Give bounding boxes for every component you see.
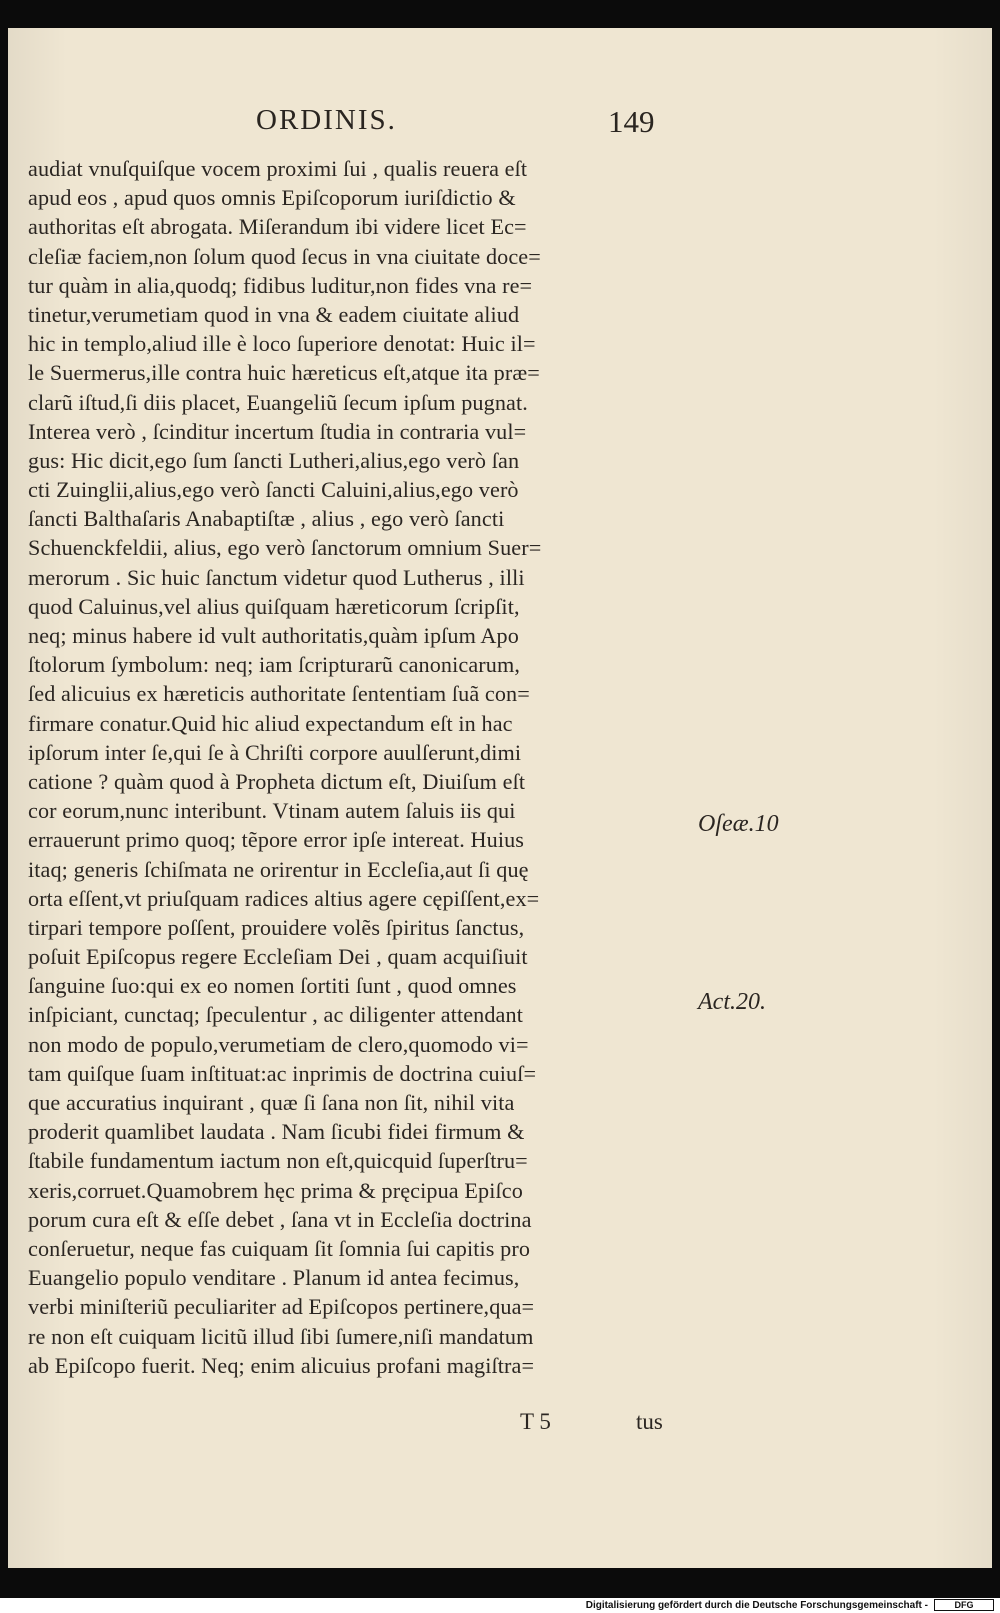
running-title: ORDINIS. [256, 104, 397, 136]
text-line: tam quiſque ſuam inſtituat:ac inprimis de doctrina cuiuſ= [28, 1060, 537, 1086]
page-number: 149 [608, 104, 655, 139]
text-line: inſpiciant, cunctaq; ſpeculentur , ac diligenter attendant [28, 1002, 523, 1028]
text-line: non modo de populo,verumetiam de clero,quomodo vi= [28, 1031, 529, 1057]
text-line: proderit quamlibet laudata . Nam ſicubi fidei firmum & [28, 1119, 525, 1145]
text-line: xeris,corruet.Quamobrem hęc prima & pręcipua Epiſco [28, 1177, 523, 1203]
text-line: Interea verò , ſcinditur incertum ſtudia in contraria vul= [28, 418, 527, 444]
text-line: ipſorum inter ſe,qui ſe à Chriſti corpore auulſerunt,dimi [28, 739, 522, 765]
text-line: poſuit Epiſcopus regere Eccleſiam Dei , quam acquiſiuit [28, 944, 528, 970]
text-line: ſtabile fundamentum iactum non eſt,quicquid ſuperſtru= [28, 1148, 528, 1174]
text-line: tur quàm in alia,quodq; fidibus luditur,non fides vna re= [28, 272, 533, 298]
text-line: ſed alicuius ex hæreticis authoritate ſententiam ſuã con= [28, 681, 530, 707]
body-text [28, 154, 690, 1380]
text-line: catione ? quàm quod à Propheta dictum eſt, Diuiſum eſt [28, 768, 526, 794]
text-line: ſtolorum ſymbolum: neq; iam ſcripturarũ canonicarum, [28, 652, 520, 678]
page-foot [8, 1409, 992, 1439]
text-line: Euangelio populo venditare . Planum id antea fecimus, [28, 1265, 520, 1291]
text-line: cti Zuinglii,alius,ego verò ſancti Caluini,alius,ego verò [28, 477, 519, 503]
funding-notice: Digitalisierung gefördert durch die Deutsche Forschungsgemeinschaft - [585, 1600, 928, 1611]
text-line: quod Caluinus,vel alius quiſquam hæreticorum ſcripſit, [28, 593, 520, 619]
catchword: tus [636, 1409, 663, 1434]
text-line: Schuenckfeldii, alius, ego verò ſanctorum omnium Suer= [28, 535, 542, 561]
text-line: conſeruetur, neque fas cuiquam ſit ſomnia ſui capitis pro [28, 1235, 531, 1261]
text-line: que accuratius inquirant , quæ ſi ſana non ſit, nihil vita [28, 1090, 515, 1115]
text-line: gus: Hic dicit,ego ſum ſancti Lutheri,alius,ego verò ſan [28, 447, 520, 473]
text-line: merorum . Sic huic ſanctum videtur quod Lutherus , illi [28, 564, 525, 590]
text-line: authoritas eſt abrogata. Miſerandum ibi videre licet Ec= [28, 214, 527, 240]
text-line: errauerunt primo quoq; tẽpore error ipſe intereat. Huius [28, 827, 525, 853]
text-line: apud eos , apud quos omnis Epiſcoporum iuriſdictio & [28, 185, 516, 211]
text-line: neq; minus habere id vult authoritatis,quàm ipſum Apo [28, 623, 519, 648]
text-line: cor eorum,nunc interibunt. Vtinam autem ſaluis iis qui [28, 798, 516, 824]
text-line: tirpari tempore poſſent, prouidere volẽs ſpiritus ſanctus, [28, 914, 525, 940]
text-line: firmare conatur.Quid hic aliud expectandum eſt in hac [28, 710, 513, 736]
text-line: audiat vnuſquiſque vocem proximi ſui , qualis reuera eſt [28, 156, 528, 181]
digitization-footer [0, 1598, 1000, 1613]
text-line: porum cura eſt & eſſe debet , ſana vt in Eccleſia doctrina [28, 1206, 532, 1232]
text-line: itaq; generis ſchiſmata ne orirentur in Eccleſia,aut ſi quę [28, 856, 529, 882]
text-line: verbi miniſteriũ peculiariter ad Epiſcopos pertinere,qua= [28, 1294, 535, 1320]
text-line: ſanguine ſuo:qui ex eo nomen ſortiti ſunt , quod omnes [28, 973, 517, 999]
text-line: hic in templo,aliud ille è loco ſuperiore denotat: Huic il= [28, 331, 536, 357]
text-line: le Suermerus,ille contra huic hæreticus eſt,atque ita præ= [28, 360, 540, 386]
text-line: ab Epiſcopo fuerit. Neq; enim alicuius profani magiſtra= [28, 1352, 535, 1378]
running-head [8, 104, 992, 144]
dfg-logo: DFG [934, 1599, 994, 1611]
text-line: tinetur,verumetiam quod in vna & eadem ciuitate aliud [28, 301, 520, 327]
text-line: cleſiæ faciem,non ſolum quod ſecus in vna ciuitate doce= [28, 243, 541, 269]
book-page [8, 28, 992, 1568]
signature-mark: T 5 [520, 1409, 551, 1434]
text-line: orta eſſent,vt priuſquam radices altius agere cępiſſent,ex= [28, 885, 540, 911]
text-line: clarũ iſtud,ſi diis placet, Euangeliũ ſecum ipſum pugnat. [28, 389, 528, 415]
text-line: ſancti Balthaſaris Anabaptiſtæ , alius , ego verò ſancti [28, 506, 505, 532]
margin-note-acts: Act.20. [698, 989, 766, 1015]
text-line: re non eſt cuiquam licitũ illud ſibi ſumere,niſi mandatum [28, 1323, 534, 1349]
margin-note-hosea: Oſeæ.10 [698, 811, 779, 837]
